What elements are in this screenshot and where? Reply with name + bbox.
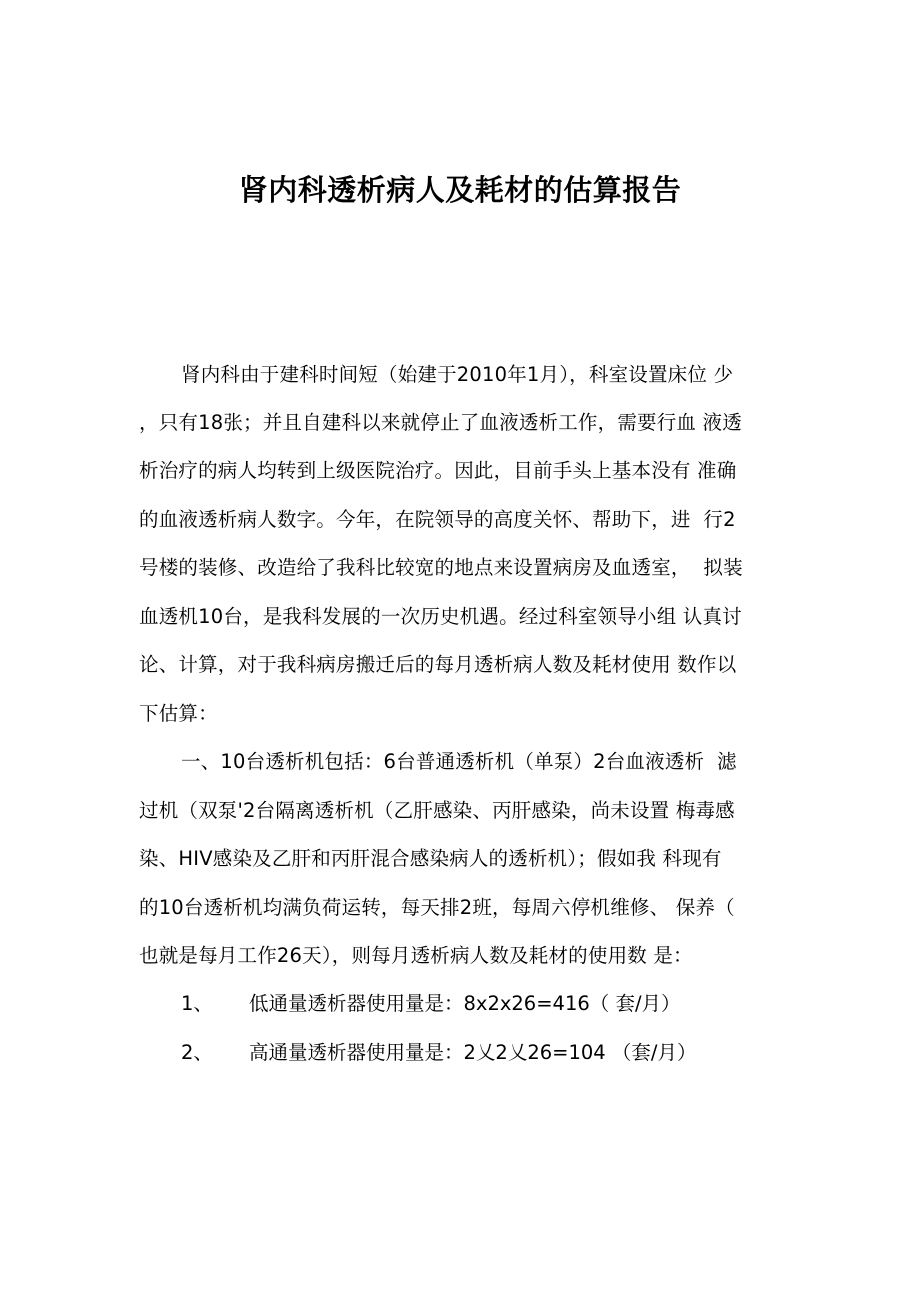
paragraph-line: 血透机10台，是我科发展的一次历史机遇。经过科室领导小组 认真讨 — [139, 605, 742, 628]
paragraph-line: 一、10台透析机包括：6台普通透析机（单泵）2台血液透析 滤 — [181, 750, 737, 773]
list-item-text: 低通量透析器使用量是：8x2x26=416（ 套/月） — [249, 992, 681, 1015]
paragraph-line: 论、计算，对于我科病房搬迁后的每月透析病人数及耗材使用 数作以 — [139, 653, 737, 676]
document-title: 肾内科透析病人及耗材的估算报告 — [238, 173, 682, 207]
paragraph-line: 析治疗的病人均转到上级医院治疗。因此，目前手头上基本没有 准确 — [139, 459, 737, 482]
paragraph-line: 染、HIV感染及乙肝和丙肝混合感染病人的透析机）；假如我 科现有 — [139, 847, 722, 870]
paragraph-line: 也就是每月工作26天），则每月透析病人数及耗材的使用数 是： — [139, 944, 693, 967]
paragraph-line: 肾内科由于建科时间短（始建于2010年1月），科室设置床位 少 — [181, 363, 734, 386]
list-item-number: 2、 — [181, 1041, 213, 1064]
paragraph-line: 号楼的装修、改造给了我科比较宽的地点来设置病房及血透室， 拟装 — [139, 556, 743, 579]
list-item-number: 1、 — [181, 992, 213, 1015]
list-item-text: 高通量透析器使用量是：2乂2乂26=104 （套/月） — [249, 1041, 697, 1064]
paragraph-line: 的10台透析机均满负荷运转，每天排2班，每周六停机维修、 保养（ — [139, 896, 735, 919]
paragraph-line: 下估算： — [139, 702, 218, 725]
paragraph-line: 的血液透析病人数字。今年，在院领导的高度关怀、帮助下，进 行2 — [139, 508, 736, 531]
paragraph-line: 过机（双泵'2台隔离透析机（乙肝感染、丙肝感染，尚未设置 梅毒感 — [139, 799, 735, 822]
paragraph-line: ，只有18张；并且自建科以来就停止了血液透析工作，需要行血 液透 — [139, 411, 742, 434]
